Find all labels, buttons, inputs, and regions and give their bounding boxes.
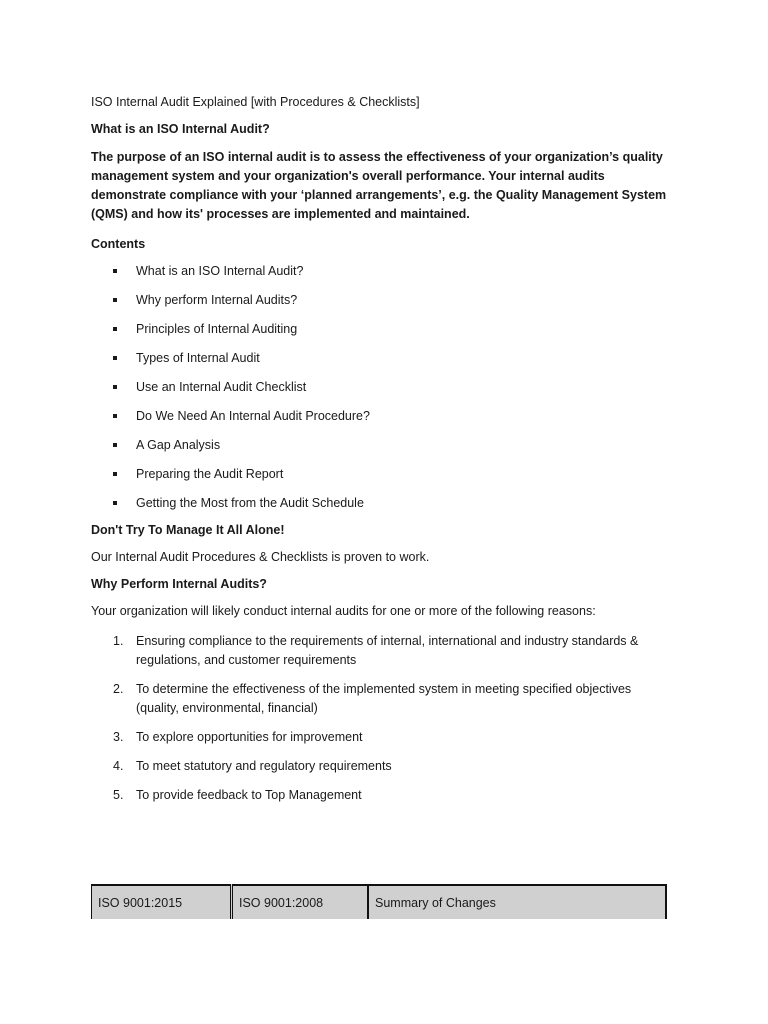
contents-item[interactable]: Why perform Internal Audits? (91, 292, 671, 308)
bullet-icon (113, 327, 117, 331)
reason-item: 1. Ensuring compliance to the requirements of internal, international and industry standards & regulations, and customer requirements (113, 634, 639, 667)
reason-item: 2. To determine the effectiveness of the implemented system in meeting specified objectives (quality, environmental, financial) (113, 682, 632, 715)
cta-text: Our Internal Audit Procedures & Checklists is proven to work. (91, 550, 430, 564)
contents-item[interactable]: Getting the Most from the Audit Schedule (91, 495, 671, 511)
contents-item[interactable]: Do We Need An Internal Audit Procedure? (91, 408, 671, 424)
cta-heading: Don't Try To Manage It All Alone! (91, 523, 285, 537)
bullet-icon (113, 472, 117, 476)
reason-item: 5. To provide feedback to Top Management (113, 788, 362, 802)
reason-item: 4. To meet statutory and regulatory requirements (113, 759, 392, 773)
contents-item[interactable]: Preparing the Audit Report (91, 466, 671, 482)
contents-item[interactable]: A Gap Analysis (91, 437, 671, 453)
table-header-cell: ISO 9001:2015 (92, 885, 232, 919)
reasons-list (91, 632, 671, 805)
bullet-icon (113, 385, 117, 389)
bullet-icon (113, 269, 117, 273)
section-heading-why-perform: Why Perform Internal Audits? (91, 577, 267, 591)
table-header-row (92, 885, 667, 919)
reasons-intro: Your organization will likely conduct internal audits for one or more of the following reasons: (91, 604, 596, 618)
section-heading-what-is: What is an ISO Internal Audit? (91, 122, 270, 136)
contents-item[interactable]: Principles of Internal Auditing (91, 321, 671, 337)
bullet-icon (113, 501, 117, 505)
bullet-icon (113, 443, 117, 447)
contents-item[interactable]: Types of Internal Audit (91, 350, 671, 366)
contents-list (91, 263, 671, 511)
contents-heading: Contents (91, 237, 146, 251)
iso-comparison-table (91, 884, 667, 919)
document-title: ISO Internal Audit Explained [with Procedures & Checklists] (91, 95, 420, 109)
bullet-icon (113, 356, 117, 360)
reason-item: 3. To explore opportunities for improvement (113, 730, 363, 744)
bullet-icon (113, 298, 117, 302)
document-page (91, 94, 671, 815)
table-header-cell: ISO 9001:2008 (232, 885, 369, 919)
bullet-icon (113, 414, 117, 418)
contents-item[interactable]: What is an ISO Internal Audit? (91, 263, 671, 279)
table-header-cell: Summary of Changes (368, 885, 666, 919)
intro-paragraph: The purpose of an ISO internal audit is to assess the effectiveness of your organization’s quality management system and your organization's overall performance. Your internal audits demonstrate compliance with your ‘planned arrangements’, e.g. the Quality Management System (QMS) and how its' processes are implemented and maintained. (91, 150, 667, 221)
contents-item[interactable]: Use an Internal Audit Checklist (91, 379, 671, 395)
